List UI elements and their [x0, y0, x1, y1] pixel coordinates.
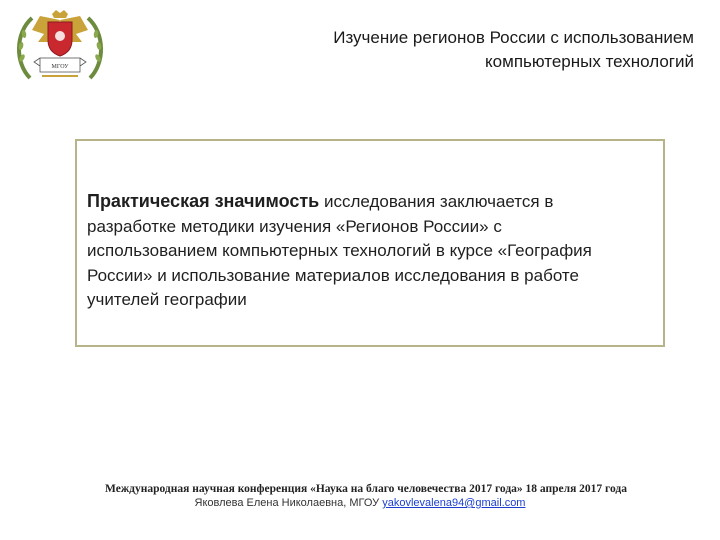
conference-line: Международная научная конференция «Наука на благо человечества 2017 года» 18 апреля 2017 года	[105, 483, 627, 495]
content-line-1	[87, 189, 657, 215]
footer	[0, 483, 720, 509]
content-line-3: использованием компьютерных технологий в курсе «География	[87, 241, 592, 260]
lead-phrase: Практическая значимость	[87, 191, 320, 211]
content-line-2: разработке методики изучения «Регионов России» с	[87, 216, 502, 236]
content-line-5: учителей географии	[87, 290, 247, 309]
coat-of-arms-icon	[10, 8, 110, 88]
author-line	[0, 497, 720, 509]
content-text	[87, 189, 657, 313]
logo-caption: МГОУ	[51, 64, 69, 70]
author-name: Яковлева Елена Николаевна, МГОУ	[194, 497, 380, 509]
email-link[interactable]: yakovlevalena94@gmail.com	[382, 497, 526, 509]
content-frame	[75, 139, 665, 347]
title-line-2: компьютерных технологий	[485, 52, 694, 71]
page-title	[274, 26, 694, 74]
title-line-1: Изучение регионов России с использованием	[333, 28, 694, 47]
university-logo	[10, 8, 110, 88]
content-line-4: России» и использование материалов исследования в работе	[87, 265, 579, 285]
content-line-1-rest: исследования заключается в	[319, 192, 554, 211]
